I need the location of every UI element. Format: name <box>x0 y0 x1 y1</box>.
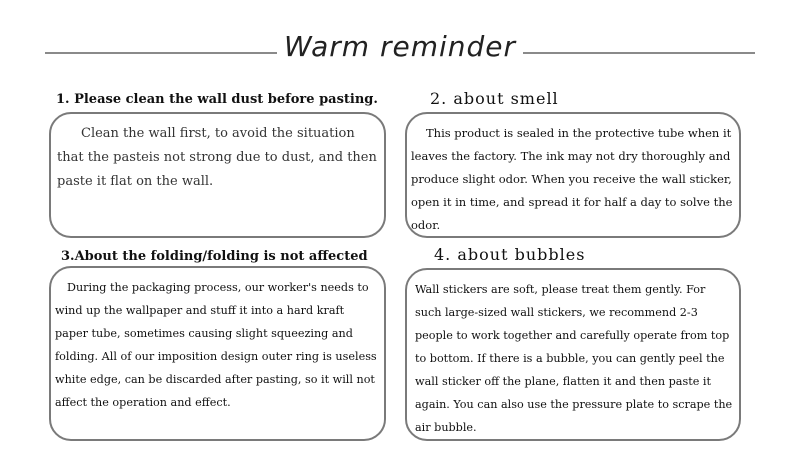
section-1-body: Clean the wall first, to avoid the situation that the pasteis not strong due to dust, and then paste it flat on the wall. <box>57 126 377 189</box>
section-1-box <box>49 112 386 238</box>
section-2-box <box>405 112 741 238</box>
section-4-body: Wall stickers are soft, please treat them gently. For such large-sized wall stickers, we recommend 2-3 people to work together and carefully operate from top to bottom. If there is a bubble, you can gently peel the wall sticker off the plane, flatten it and then paste it again. You can also use the pressure plate to scrape the air bubble. <box>415 283 733 434</box>
section-3-box <box>49 266 386 441</box>
section-4-box <box>405 268 741 441</box>
page-title: Warm reminder <box>283 30 517 63</box>
section-3-heading: 3.About the folding/folding is not affected <box>61 249 368 264</box>
section-2-heading: 2. about smell <box>430 89 559 108</box>
section-3-body: During the packaging process, our worker's needs to wind up the wallpaper and stuff it into a hard kraft paper tube, sometimes causing slight squeezing and folding. All of our imposition design outer ring is useless white edge, can be discarded after pasting, so it will not affect the operation and effect. <box>55 281 377 409</box>
section-4-heading: 4. about bubbles <box>434 245 586 264</box>
section-2-body: This product is sealed in the protective tube when it leaves the factory. The ink may not dry thoroughly and produce slight odor. When you receive the wall sticker, open it in time, and spread it for half a day to solve the odor. <box>411 126 733 232</box>
section-1-heading: 1. Please clean the wall dust before pasting. <box>56 92 378 107</box>
title-rule-right <box>523 52 755 54</box>
